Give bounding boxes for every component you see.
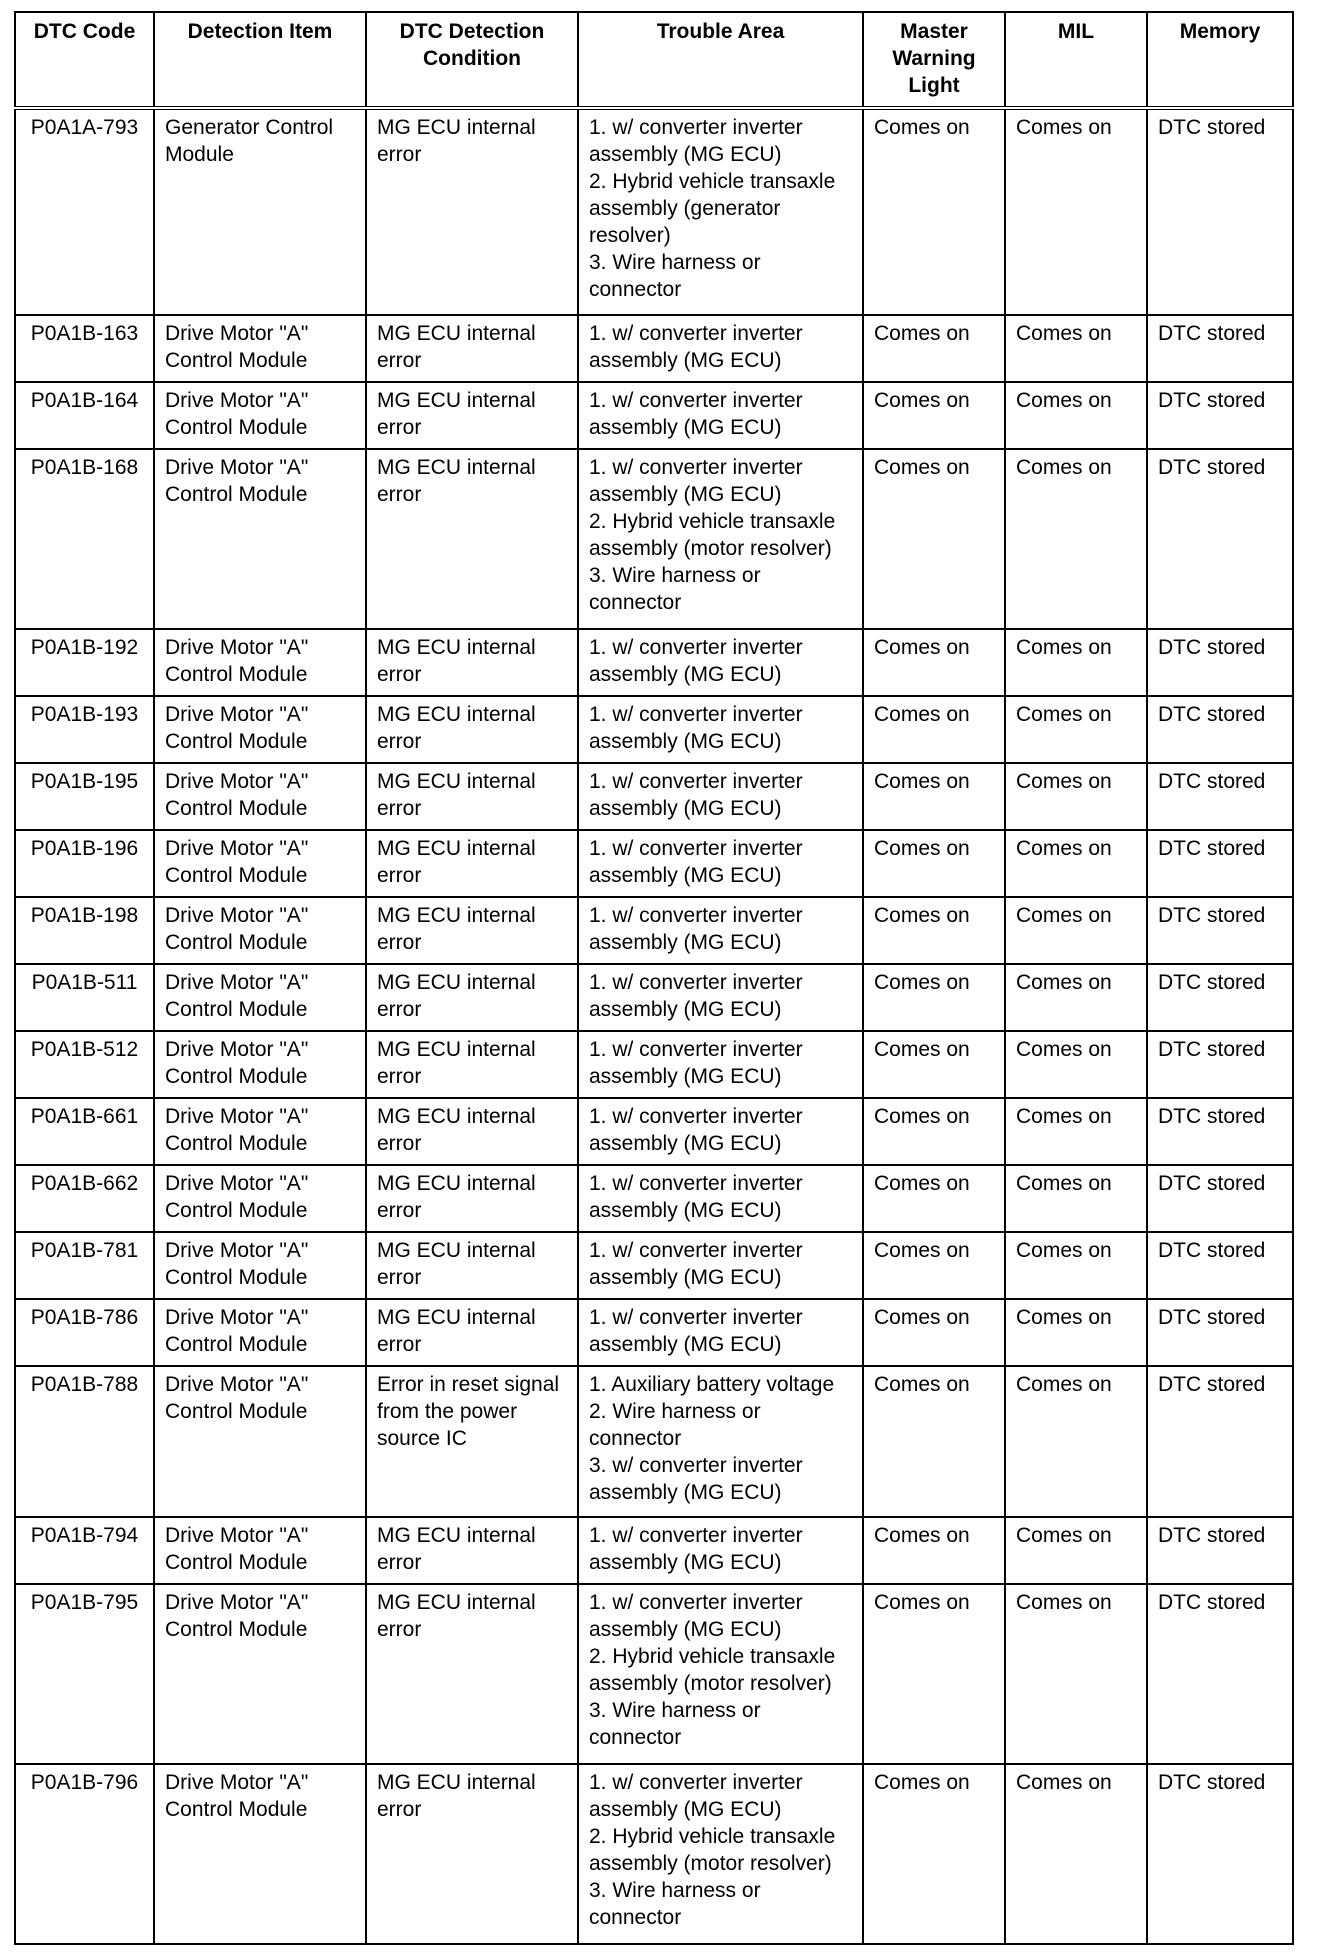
detection-item-cell: Drive Motor "A" Control Module	[154, 1165, 366, 1232]
trouble-area-item: 2. Hybrid vehicle transaxle assembly (motor resolver)	[589, 1825, 836, 1875]
trouble-area-item: 1. w/ converter inverter assembly (MG ECU)	[589, 837, 803, 887]
memory-cell: DTC stored	[1147, 964, 1293, 1031]
trouble-area-cell	[578, 1299, 863, 1366]
trouble-area-item: 2. Wire harness or connector	[589, 1400, 761, 1450]
table-row	[15, 1299, 1293, 1366]
dtc-code-cell: P0A1B-198	[15, 897, 154, 964]
detection-item-cell: Drive Motor "A" Control Module	[154, 1098, 366, 1165]
table-row	[15, 1366, 1293, 1517]
memory-cell: DTC stored	[1147, 897, 1293, 964]
detection-condition-cell: MG ECU internal error	[366, 629, 578, 696]
detection-condition-cell: MG ECU internal error	[366, 1098, 578, 1165]
mil-cell: Comes on	[1005, 964, 1147, 1031]
dtc-code-cell: P0A1B-794	[15, 1517, 154, 1584]
table-row	[15, 1031, 1293, 1098]
trouble-area-item: 1. w/ converter inverter assembly (MG ECU)	[589, 1591, 803, 1641]
dtc-code-cell: P0A1B-661	[15, 1098, 154, 1165]
table-row	[15, 696, 1293, 763]
memory-cell: DTC stored	[1147, 629, 1293, 696]
master-warning-cell: Comes on	[863, 1584, 1005, 1764]
detection-item-cell: Drive Motor "A" Control Module	[154, 1517, 366, 1584]
trouble-area-item: 2. Hybrid vehicle transaxle assembly (generator resolver)	[589, 170, 836, 247]
detection-item-cell: Drive Motor "A" Control Module	[154, 1031, 366, 1098]
dtc-code-cell: P0A1B-781	[15, 1232, 154, 1299]
memory-cell: DTC stored	[1147, 1366, 1293, 1517]
header-trouble-area: Trouble Area	[578, 12, 863, 108]
trouble-area-item: 3. Wire harness or connector	[589, 251, 761, 301]
detection-condition-cell: MG ECU internal error	[366, 1165, 578, 1232]
memory-cell: DTC stored	[1147, 1165, 1293, 1232]
trouble-area-item: 1. w/ converter inverter assembly (MG ECU)	[589, 636, 803, 686]
dtc-code-cell: P0A1B-512	[15, 1031, 154, 1098]
detection-condition-cell: MG ECU internal error	[366, 1764, 578, 1944]
detection-item-cell: Drive Motor "A" Control Module	[154, 629, 366, 696]
header-row	[15, 12, 1293, 108]
table-row	[15, 1232, 1293, 1299]
table-row	[15, 108, 1293, 315]
table-row	[15, 449, 1293, 629]
master-warning-cell: Comes on	[863, 897, 1005, 964]
memory-cell: DTC stored	[1147, 1232, 1293, 1299]
master-warning-cell: Comes on	[863, 763, 1005, 830]
trouble-area-cell	[578, 1764, 863, 1944]
detection-item-cell: Drive Motor "A" Control Module	[154, 1366, 366, 1517]
trouble-area-item: 1. w/ converter inverter assembly (MG ECU)	[589, 1038, 803, 1088]
trouble-area-item: 2. Hybrid vehicle transaxle assembly (motor resolver)	[589, 510, 836, 560]
trouble-area-item: 3. Wire harness or connector	[589, 564, 761, 614]
mil-cell: Comes on	[1005, 315, 1147, 382]
table-row	[15, 1517, 1293, 1584]
trouble-area-item: 1. Auxiliary battery voltage	[589, 1373, 835, 1396]
trouble-area-item: 1. w/ converter inverter assembly (MG ECU)	[589, 904, 803, 954]
trouble-area-item: 1. w/ converter inverter assembly (MG ECU)	[589, 1771, 803, 1821]
trouble-area-cell	[578, 1031, 863, 1098]
detection-item-cell: Drive Motor "A" Control Module	[154, 1764, 366, 1944]
detection-condition-cell: MG ECU internal error	[366, 1517, 578, 1584]
detection-item-cell: Drive Motor "A" Control Module	[154, 1299, 366, 1366]
detection-condition-cell: MG ECU internal error	[366, 1584, 578, 1764]
trouble-area-item: 1. w/ converter inverter assembly (MG ECU)	[589, 1306, 803, 1356]
master-warning-cell: Comes on	[863, 1098, 1005, 1165]
memory-cell: DTC stored	[1147, 1299, 1293, 1366]
mil-cell: Comes on	[1005, 1031, 1147, 1098]
detection-condition-cell: Error in reset signal from the power source IC	[366, 1366, 578, 1517]
memory-cell: DTC stored	[1147, 763, 1293, 830]
memory-cell: DTC stored	[1147, 1098, 1293, 1165]
mil-cell: Comes on	[1005, 449, 1147, 629]
mil-cell: Comes on	[1005, 382, 1147, 449]
header-mil: MIL	[1005, 12, 1147, 108]
memory-cell: DTC stored	[1147, 1517, 1293, 1584]
master-warning-cell: Comes on	[863, 108, 1005, 315]
mil-cell: Comes on	[1005, 1517, 1147, 1584]
dtc-code-cell: P0A1B-168	[15, 449, 154, 629]
detection-item-cell: Generator Control Module	[154, 108, 366, 315]
detection-condition-cell: MG ECU internal error	[366, 1232, 578, 1299]
trouble-area-item: 3. Wire harness or connector	[589, 1879, 761, 1929]
master-warning-cell: Comes on	[863, 1517, 1005, 1584]
master-warning-cell: Comes on	[863, 449, 1005, 629]
detection-item-cell: Drive Motor "A" Control Module	[154, 763, 366, 830]
master-warning-cell: Comes on	[863, 696, 1005, 763]
dtc-code-cell: P0A1B-195	[15, 763, 154, 830]
mil-cell: Comes on	[1005, 830, 1147, 897]
memory-cell: DTC stored	[1147, 108, 1293, 315]
trouble-area-cell	[578, 1232, 863, 1299]
table-row	[15, 964, 1293, 1031]
master-warning-cell: Comes on	[863, 964, 1005, 1031]
detection-item-cell: Drive Motor "A" Control Module	[154, 1232, 366, 1299]
dtc-code-cell: P0A1A-793	[15, 108, 154, 315]
trouble-area-cell	[578, 830, 863, 897]
trouble-area-cell	[578, 696, 863, 763]
detection-condition-cell: MG ECU internal error	[366, 763, 578, 830]
master-warning-cell: Comes on	[863, 1031, 1005, 1098]
trouble-area-item: 3. w/ converter inverter assembly (MG ECU)	[589, 1454, 803, 1504]
header-detection-item: Detection Item	[154, 12, 366, 108]
dtc-code-cell: P0A1B-196	[15, 830, 154, 897]
header-detection-condition: DTC Detection Condition	[366, 12, 578, 108]
trouble-area-item: 1. w/ converter inverter assembly (MG ECU)	[589, 1239, 803, 1289]
mil-cell: Comes on	[1005, 696, 1147, 763]
dtc-code-cell: P0A1B-164	[15, 382, 154, 449]
master-warning-cell: Comes on	[863, 315, 1005, 382]
memory-cell: DTC stored	[1147, 1031, 1293, 1098]
master-warning-cell: Comes on	[863, 1366, 1005, 1517]
trouble-area-item: 1. w/ converter inverter assembly (MG ECU)	[589, 322, 803, 372]
trouble-area-cell	[578, 1098, 863, 1165]
memory-cell: DTC stored	[1147, 830, 1293, 897]
mil-cell: Comes on	[1005, 108, 1147, 315]
trouble-area-cell	[578, 763, 863, 830]
trouble-area-cell	[578, 964, 863, 1031]
trouble-area-cell	[578, 449, 863, 629]
master-warning-cell: Comes on	[863, 382, 1005, 449]
trouble-area-item: 1. w/ converter inverter assembly (MG ECU)	[589, 770, 803, 820]
table-row	[15, 1165, 1293, 1232]
table-row	[15, 382, 1293, 449]
table-row	[15, 763, 1293, 830]
table-row	[15, 1098, 1293, 1165]
trouble-area-item: 1. w/ converter inverter assembly (MG ECU)	[589, 389, 803, 439]
dtc-code-cell: P0A1B-163	[15, 315, 154, 382]
mil-cell: Comes on	[1005, 1366, 1147, 1517]
memory-cell: DTC stored	[1147, 1584, 1293, 1764]
dtc-code-cell: P0A1B-786	[15, 1299, 154, 1366]
header-master-warning-light: Master Warning Light	[863, 12, 1005, 108]
detection-condition-cell: MG ECU internal error	[366, 964, 578, 1031]
trouble-area-cell	[578, 108, 863, 315]
detection-condition-cell: MG ECU internal error	[366, 449, 578, 629]
mil-cell: Comes on	[1005, 897, 1147, 964]
master-warning-cell: Comes on	[863, 629, 1005, 696]
trouble-area-cell	[578, 382, 863, 449]
detection-condition-cell: MG ECU internal error	[366, 315, 578, 382]
trouble-area-item: 1. w/ converter inverter assembly (MG ECU)	[589, 1524, 803, 1574]
trouble-area-item: 1. w/ converter inverter assembly (MG ECU)	[589, 1172, 803, 1222]
detection-item-cell: Drive Motor "A" Control Module	[154, 696, 366, 763]
dtc-code-cell: P0A1B-788	[15, 1366, 154, 1517]
trouble-area-cell	[578, 1584, 863, 1764]
detection-condition-cell: MG ECU internal error	[366, 696, 578, 763]
trouble-area-cell	[578, 1165, 863, 1232]
master-warning-cell: Comes on	[863, 1165, 1005, 1232]
trouble-area-item: 1. w/ converter inverter assembly (MG ECU)	[589, 116, 803, 166]
trouble-area-item: 1. w/ converter inverter assembly (MG ECU)	[589, 1105, 803, 1155]
dtc-table	[14, 11, 1294, 1945]
header-memory: Memory	[1147, 12, 1293, 108]
mil-cell: Comes on	[1005, 763, 1147, 830]
memory-cell: DTC stored	[1147, 315, 1293, 382]
mil-cell: Comes on	[1005, 1584, 1147, 1764]
trouble-area-cell	[578, 315, 863, 382]
detection-condition-cell: MG ECU internal error	[366, 108, 578, 315]
trouble-area-cell	[578, 1366, 863, 1517]
table-row	[15, 629, 1293, 696]
detection-item-cell: Drive Motor "A" Control Module	[154, 1584, 366, 1764]
dtc-code-cell: P0A1B-193	[15, 696, 154, 763]
trouble-area-item: 3. Wire harness or connector	[589, 1699, 761, 1749]
table-row	[15, 315, 1293, 382]
memory-cell: DTC stored	[1147, 696, 1293, 763]
trouble-area-cell	[578, 1517, 863, 1584]
table-body	[15, 108, 1293, 1944]
dtc-code-cell: P0A1B-511	[15, 964, 154, 1031]
table-row	[15, 830, 1293, 897]
master-warning-cell: Comes on	[863, 1232, 1005, 1299]
master-warning-cell: Comes on	[863, 830, 1005, 897]
header-dtc-code: DTC Code	[15, 12, 154, 108]
mil-cell: Comes on	[1005, 1165, 1147, 1232]
master-warning-cell: Comes on	[863, 1299, 1005, 1366]
detection-condition-cell: MG ECU internal error	[366, 1299, 578, 1366]
trouble-area-item: 1. w/ converter inverter assembly (MG ECU)	[589, 703, 803, 753]
memory-cell: DTC stored	[1147, 1764, 1293, 1944]
detection-item-cell: Drive Motor "A" Control Module	[154, 315, 366, 382]
mil-cell: Comes on	[1005, 1232, 1147, 1299]
dtc-code-cell: P0A1B-192	[15, 629, 154, 696]
master-warning-cell: Comes on	[863, 1764, 1005, 1944]
trouble-area-item: 1. w/ converter inverter assembly (MG ECU)	[589, 456, 803, 506]
detection-item-cell: Drive Motor "A" Control Module	[154, 897, 366, 964]
table-row	[15, 897, 1293, 964]
memory-cell: DTC stored	[1147, 449, 1293, 629]
detection-item-cell: Drive Motor "A" Control Module	[154, 382, 366, 449]
detection-condition-cell: MG ECU internal error	[366, 830, 578, 897]
detection-condition-cell: MG ECU internal error	[366, 382, 578, 449]
dtc-code-cell: P0A1B-662	[15, 1165, 154, 1232]
memory-cell: DTC stored	[1147, 382, 1293, 449]
dtc-code-cell: P0A1B-796	[15, 1764, 154, 1944]
mil-cell: Comes on	[1005, 1299, 1147, 1366]
table-row	[15, 1764, 1293, 1944]
dtc-code-cell: P0A1B-795	[15, 1584, 154, 1764]
trouble-area-item: 1. w/ converter inverter assembly (MG ECU)	[589, 971, 803, 1021]
detection-item-cell: Drive Motor "A" Control Module	[154, 830, 366, 897]
detection-condition-cell: MG ECU internal error	[366, 1031, 578, 1098]
detection-item-cell: Drive Motor "A" Control Module	[154, 449, 366, 629]
detection-item-cell: Drive Motor "A" Control Module	[154, 964, 366, 1031]
mil-cell: Comes on	[1005, 1764, 1147, 1944]
table-row	[15, 1584, 1293, 1764]
trouble-area-cell	[578, 629, 863, 696]
detection-condition-cell: MG ECU internal error	[366, 897, 578, 964]
mil-cell: Comes on	[1005, 629, 1147, 696]
mil-cell: Comes on	[1005, 1098, 1147, 1165]
trouble-area-cell	[578, 897, 863, 964]
trouble-area-item: 2. Hybrid vehicle transaxle assembly (motor resolver)	[589, 1645, 836, 1695]
